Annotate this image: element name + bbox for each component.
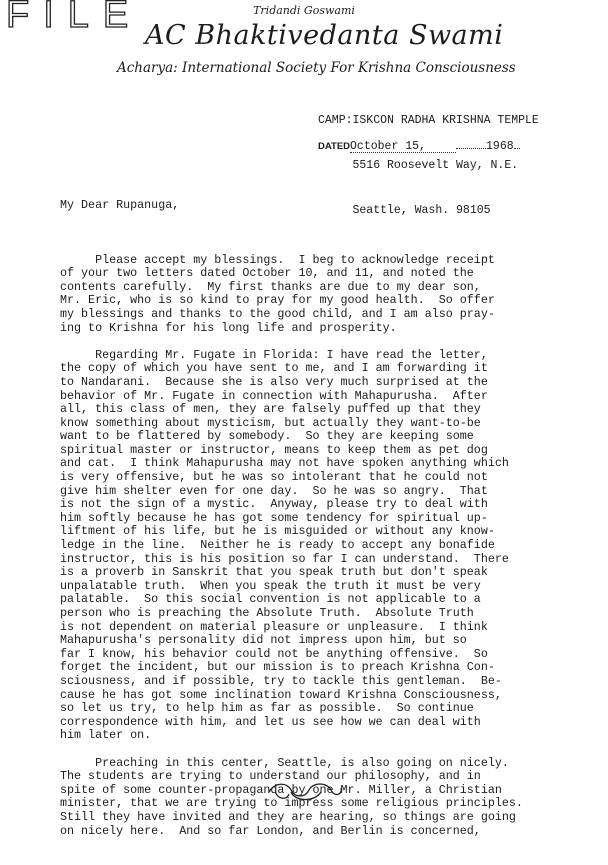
dated-label: DATED xyxy=(318,141,351,152)
letter-line: instructor, this is his position so far I can understand. There xyxy=(60,551,509,566)
letter-line: is a proverb in Sanskrit that you speak truth but don't speak xyxy=(60,565,488,580)
paragraph xyxy=(60,349,600,743)
letter-body xyxy=(60,172,600,865)
letter-line: forget the incident, but our mission is to preach Krishna Con- xyxy=(60,660,495,675)
address-line: CAMP:ISKCON RADHA KRISHNA TEMPLE xyxy=(318,114,539,127)
letter-line: on nicely here. And so far London, and Berlin is concerned, xyxy=(60,823,481,838)
date-leader-end xyxy=(514,136,520,149)
letter-line: Please accept my blessings. I beg to acknowledge receipt xyxy=(60,252,495,267)
letterhead-acharya: Acharya: International Society For Krishna Consciousness xyxy=(117,60,516,76)
letter-line: minister, that we are trying to impress some religious principles. xyxy=(60,796,523,811)
letter-line: person who is preaching the Absolute Truth. Absolute Truth xyxy=(60,606,474,620)
date-year: 1968 xyxy=(486,140,514,153)
letter-line: Mr. Eric, who is so kind to pray for my good health. So offer xyxy=(60,293,495,308)
letter-line: give him shelter even for one day. So he was so angry. That xyxy=(60,483,488,498)
signature-flourish xyxy=(265,780,345,804)
letter-line: know something about mysticism, but actually they want-to-be xyxy=(60,415,481,430)
file-stamp: FILE xyxy=(6,0,143,36)
letter-paragraphs xyxy=(60,254,600,839)
letter-line: all, this class of men, they are falsely puffed up that they xyxy=(60,402,481,417)
letter-line: behavior of Mr. Fugate in connection with Mahapurusha. After xyxy=(60,388,488,403)
paragraph xyxy=(60,254,600,336)
letter-line: of your two letters dated October 10, and 11, and noted the xyxy=(60,266,474,281)
letter-line: The students are trying to understand our philosophy, and in xyxy=(60,769,481,784)
date-line xyxy=(318,136,520,153)
address-line: 5516 Roosevelt Way, N.E. xyxy=(318,159,519,172)
date-leader xyxy=(456,136,486,149)
letter-line: and cat. I think Mahapurusha may not have spoken anything which xyxy=(60,456,509,471)
letter-line: sciousness, and if possible, try to tackle this gentleman. Be- xyxy=(60,673,502,688)
letter-line: correspondence with him, and let us see how we can deal with xyxy=(60,714,481,729)
letter-line: Still they have invited and they are hearing, so things are going xyxy=(60,809,516,824)
letter-line: cause he has got some inclination toward Krishna Consciousness, xyxy=(60,687,502,702)
letter-line: my blessings and thanks to the good child, and I am also pray- xyxy=(60,306,495,321)
letter-line: him softly because he has got some tendency for spiritual up- xyxy=(60,510,488,525)
letter-line: him later on. xyxy=(60,728,152,743)
letter-line: liftment of his life, but he is misguided or without any know- xyxy=(60,524,495,539)
date-day: October 15, xyxy=(350,140,456,153)
letter-line: spiritual master or instructor, means to keep them as pet dog xyxy=(60,442,488,457)
letter-line: want to be flattered by somebody. So they are keeping some xyxy=(60,429,474,444)
letter-line: spite of some counter-propaganda by one Mr. Miller, a Christian xyxy=(60,782,502,797)
address-line: Seattle, Wash. 98105 xyxy=(318,204,491,217)
letter-line: Mahapurusha's personality did not impress upon him, but so xyxy=(60,633,467,648)
letter-line: far I know, his behavior could not be anything offensive. So xyxy=(60,646,488,661)
letter-line: is very offensive, but he was so intolerant that he could not xyxy=(60,470,488,485)
greeting: My Dear Rupanuga, xyxy=(60,198,180,213)
letter-line: the copy of which you have sent to me, and I am forwarding it xyxy=(60,361,488,376)
letter-line: is not dependent on material pleasure or unpleasure. I think xyxy=(60,619,488,634)
letter-line: ledge in the line. Neither he is ready to accept any bonafide xyxy=(60,538,495,553)
letter-line: contents carefully. My first thanks are due to my dear son, xyxy=(60,279,481,294)
letter-line: Preaching in this center, Seattle, is also going on nicely. xyxy=(60,755,509,770)
letter-line: to Nandarani. Because she is also very much surprised at the xyxy=(60,374,488,389)
letter-line: is not the sign of a mystic. Anyway, please try to deal with xyxy=(60,497,488,512)
letterhead-name: AC Bhaktivedanta Swami xyxy=(145,20,504,51)
letterhead-tridandi: Tridandi Goswami xyxy=(253,4,355,17)
letter-line: ing to Krishna for his long life and prosperity. xyxy=(60,320,397,335)
letter-line: Regarding Mr. Fugate in Florida: I have read the letter, xyxy=(60,347,488,362)
letter-line: palatable. So this social convention is not applicable to a xyxy=(60,592,481,607)
letter-line: so let us try, to help him as far as possible. So continue xyxy=(60,701,474,716)
letter-line: unpalatable truth. When you speak the truth it must be very xyxy=(60,578,481,593)
